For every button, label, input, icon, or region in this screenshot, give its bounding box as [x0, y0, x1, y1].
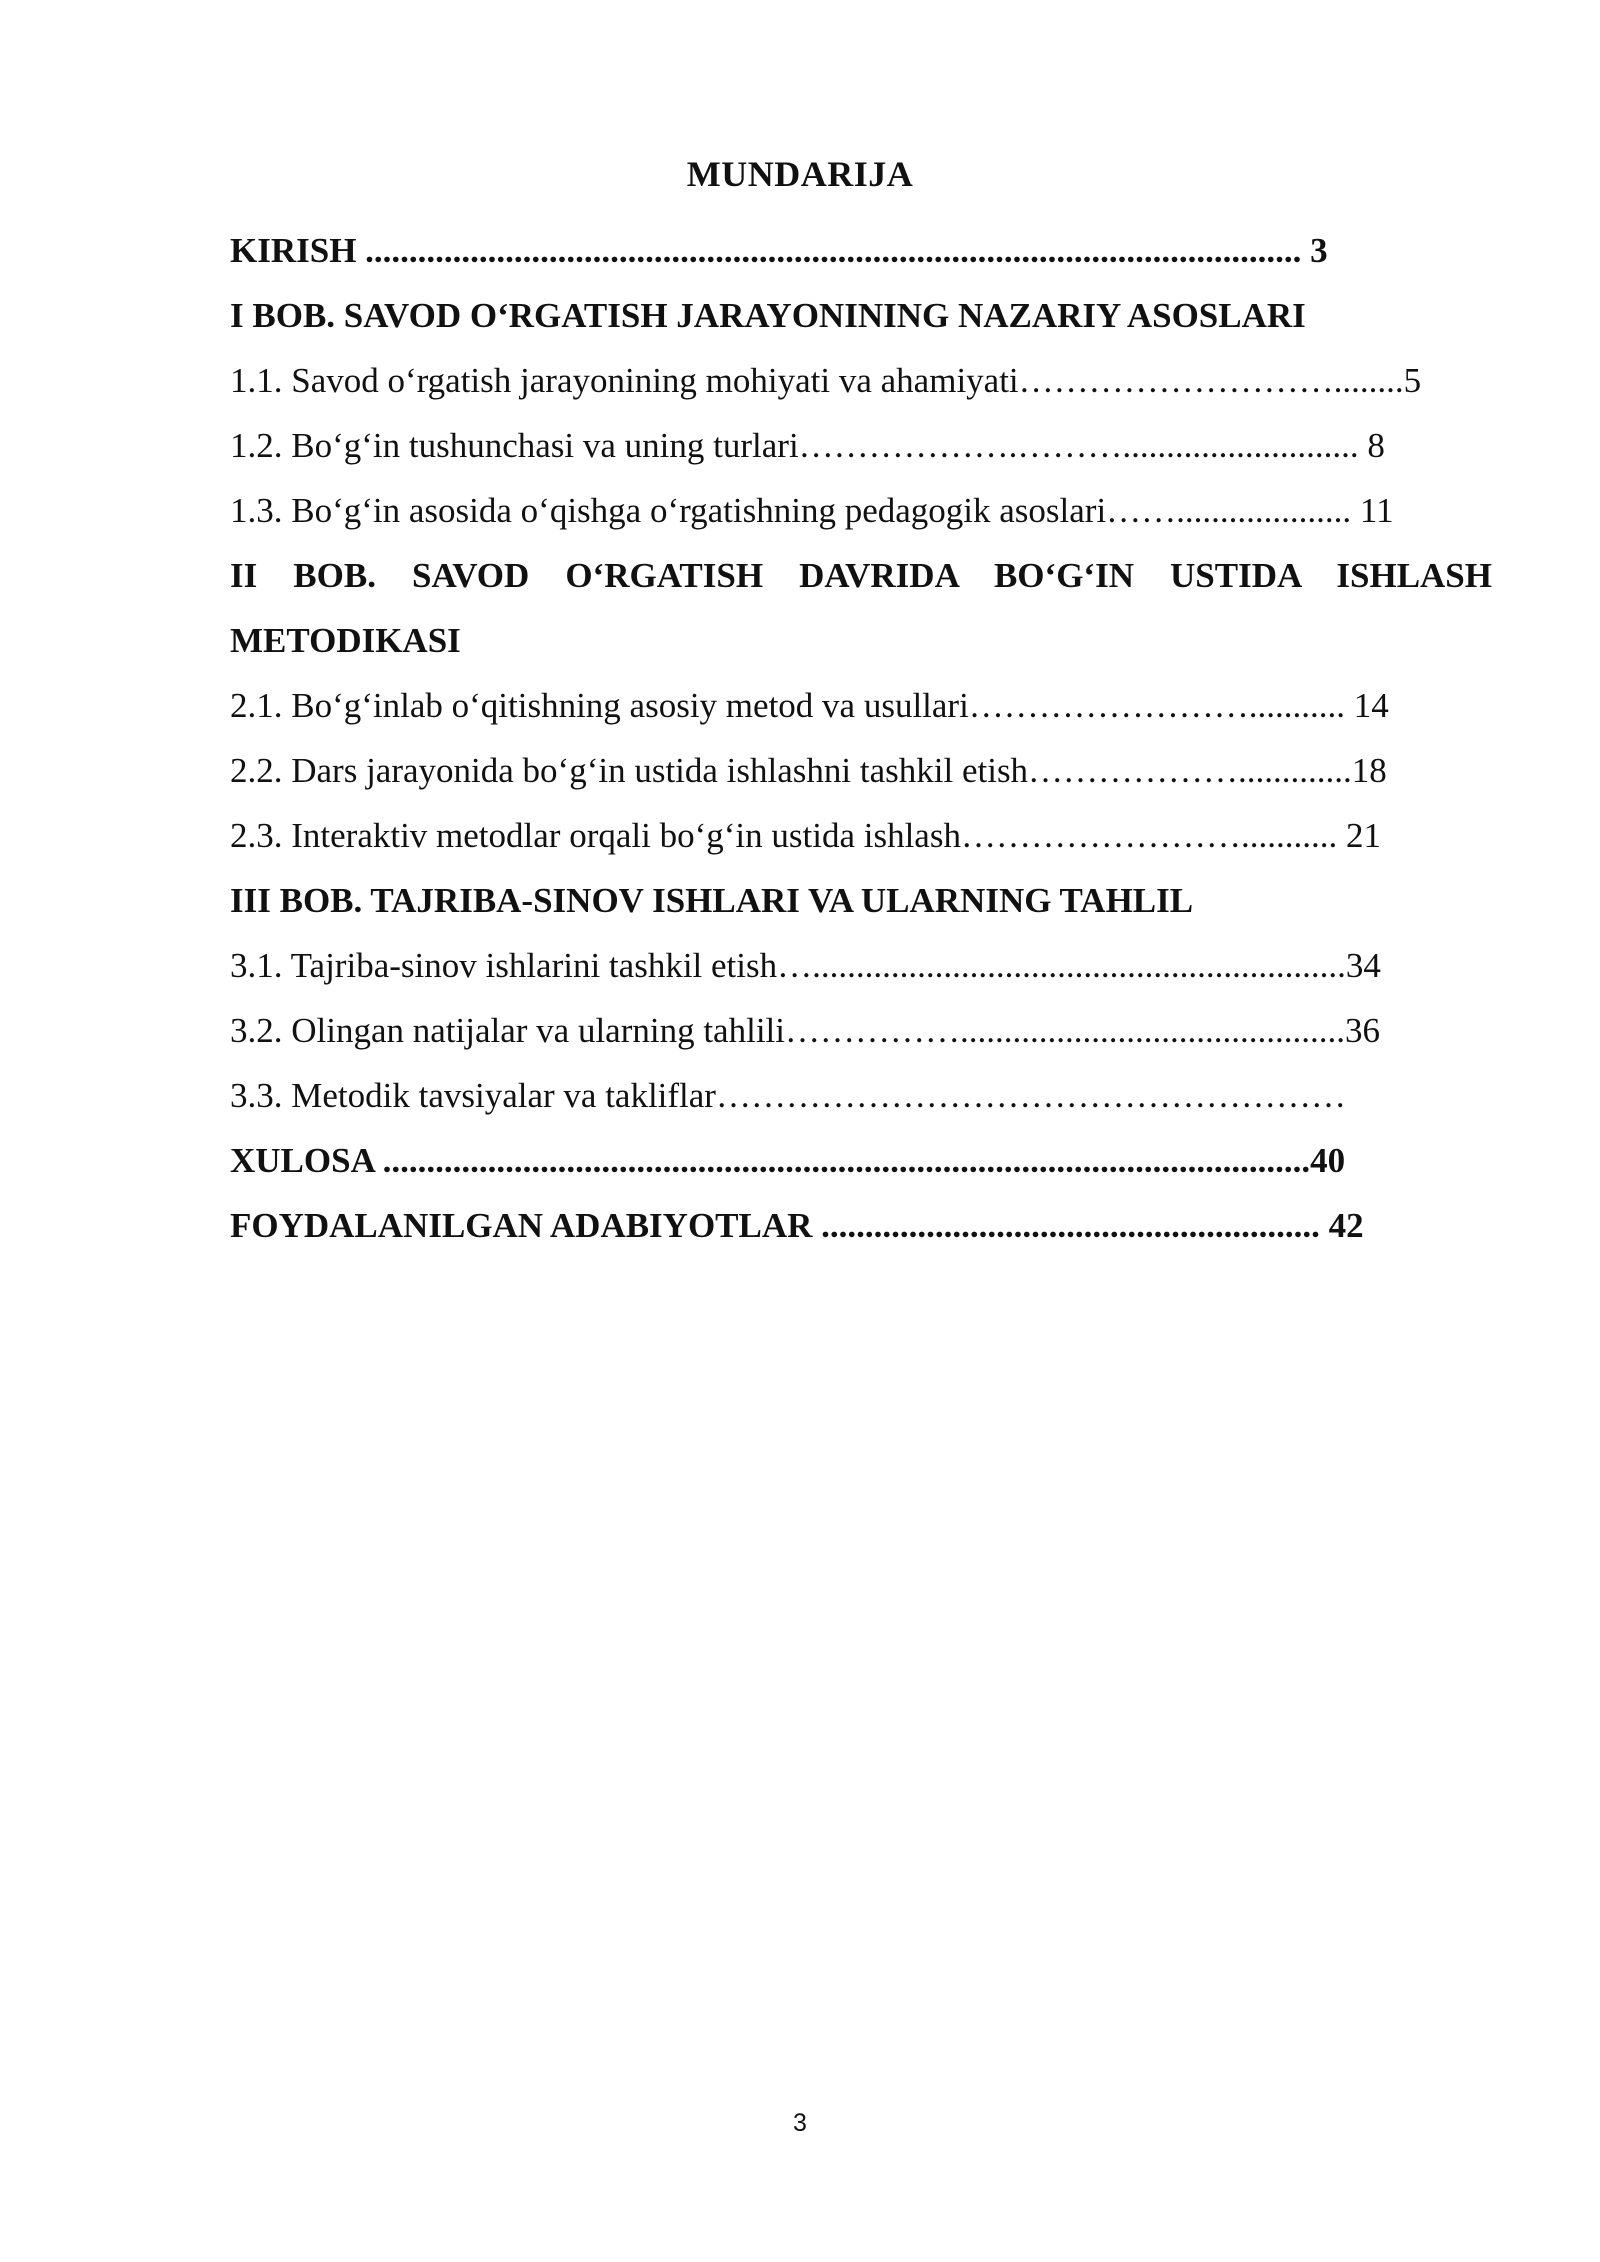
- toc-entry-1-1[interactable]: 1.1. Savod o‘rgatish jarayonining mohiyati va ahamiyati………………………........5: [230, 361, 1422, 400]
- toc-entry-1-2[interactable]: 1.2. Bo‘g‘in tushunchasi va uning turlari……………….………........................... 8: [230, 426, 1385, 465]
- toc-entry-3-1[interactable]: 3.1. Tajriba-sinov ishlarini tashkil etish….............................................................34: [230, 946, 1381, 985]
- toc-chapter-3-heading[interactable]: III BOB. TAJRIBA-SINOV ISHLARI VA ULARNING TAHLIL: [230, 881, 1194, 920]
- toc-entry-adabiyotlar[interactable]: FOYDALANILGAN ADABIYOTLAR ......................................................... 42: [230, 1206, 1364, 1245]
- toc-entry-2-3[interactable]: 2.3. Interaktiv metodlar orqali bo‘g‘in ustida ishlash……………………........... 21: [230, 816, 1381, 855]
- toc-entry-xulosa[interactable]: XULOSA ..........................................................................................................40: [230, 1141, 1346, 1180]
- toc-entry-2-1[interactable]: 2.1. Bo‘g‘inlab o‘qitishning asosiy metod va usullari……………………........... 14: [230, 686, 1389, 725]
- toc-entry-kirish[interactable]: KIRISH ........................................................................................................... 3: [230, 231, 1328, 270]
- toc-title: MUNDARIJA: [686, 154, 914, 194]
- page-number: 3: [793, 2109, 807, 2137]
- toc-entry-3-3[interactable]: 3.3. Metodik tavsiyalar va takliflar………………………………………………: [230, 1076, 1346, 1115]
- toc-entry-3-2[interactable]: 3.2. Olingan natijalar va ularning tahlili……………............................................36: [230, 1011, 1380, 1050]
- toc-chapter-1-heading[interactable]: I BOB. SAVOD O‘RGATISH JARAYONINING NAZARIY ASOSLARI: [230, 296, 1306, 335]
- toc-entry-1-3[interactable]: 1.3. Bo‘g‘in asosida o‘qishga o‘rgatishning pedagogik asoslari…….................... 11: [230, 491, 1394, 530]
- table-of-contents: [230, 218, 1492, 1258]
- toc-chapter-2-heading[interactable]: II BOB. SAVOD O‘RGATISH DAVRIDA BO‘G‘IN USTIDA ISHLASH: [230, 556, 1492, 595]
- toc-entry-2-2[interactable]: 2.2. Dars jarayonida bo‘g‘in ustida ishlashni tashkil etish……………….............18: [230, 751, 1387, 790]
- toc-chapter-2-heading-cont[interactable]: METODIKASI: [230, 621, 461, 660]
